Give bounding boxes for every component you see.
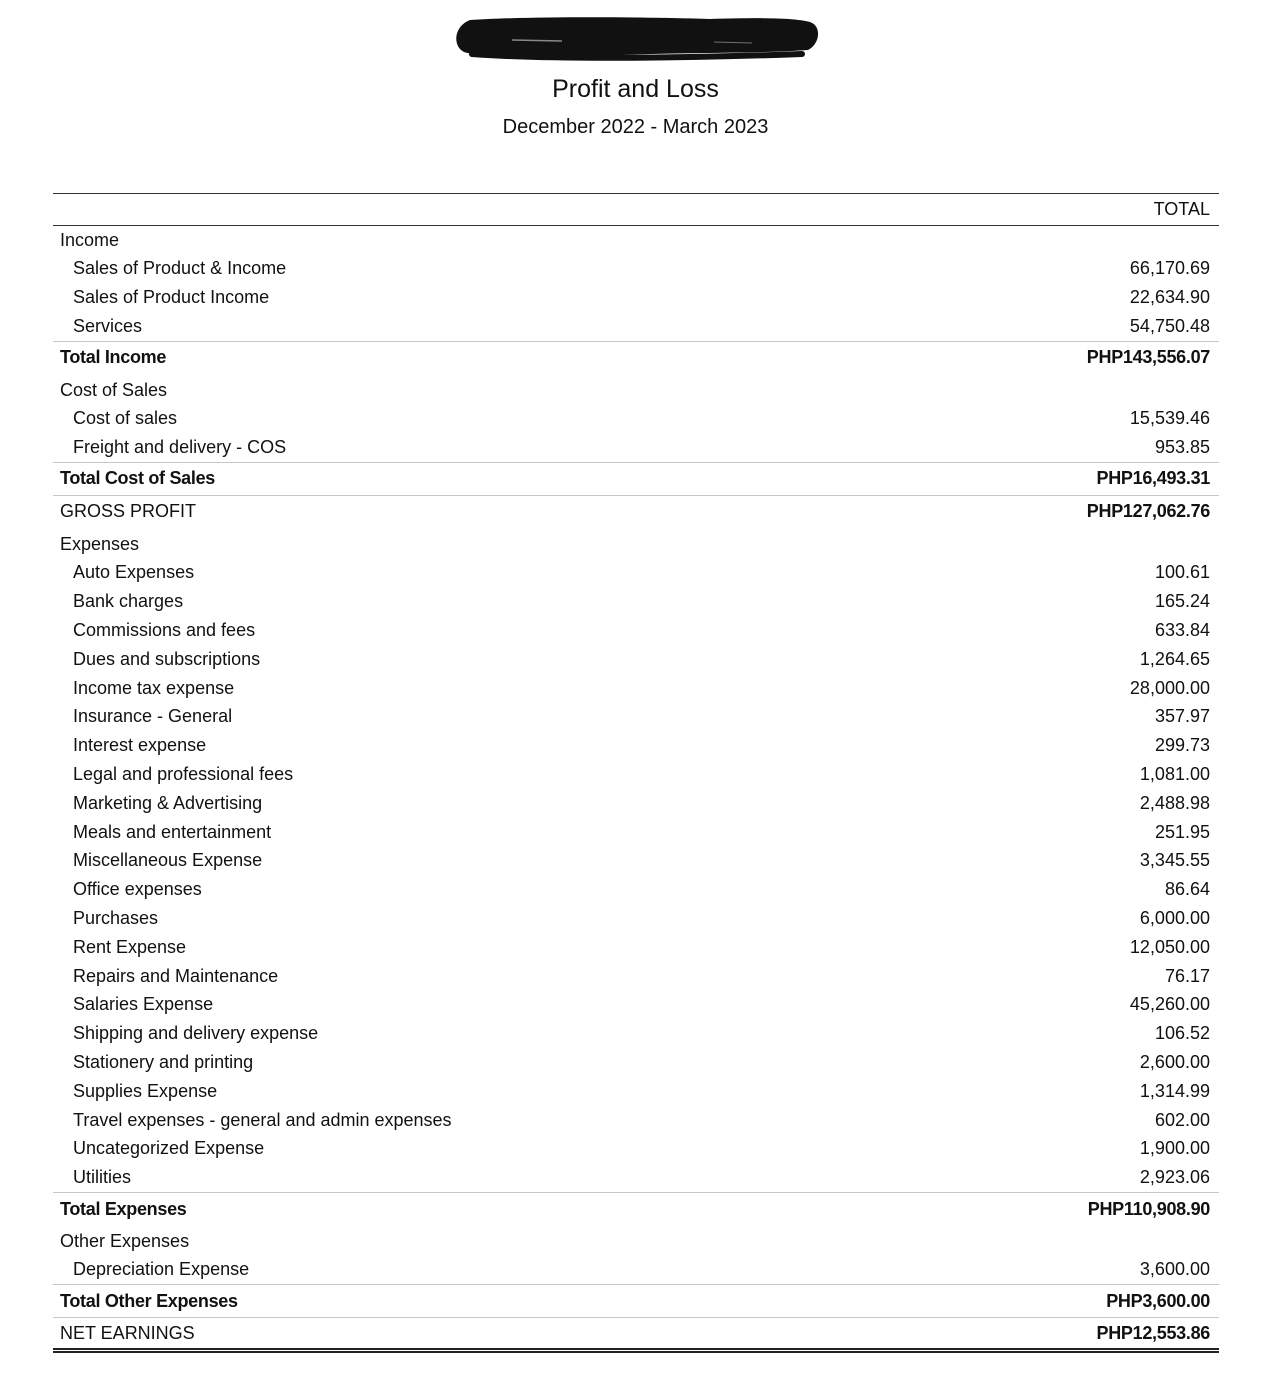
line-item-amount: 86.64 xyxy=(1164,879,1210,900)
report-title: Profit and Loss xyxy=(552,75,719,103)
line-item-label: Uncategorized Expense xyxy=(73,1138,265,1159)
line-item xyxy=(53,1256,1219,1285)
line-item-amount: 1,900.00 xyxy=(1139,1138,1210,1159)
line-item-amount: 22,634.90 xyxy=(1129,287,1210,308)
line-item-label: Interest expense xyxy=(73,735,207,756)
line-item xyxy=(53,404,1219,433)
line-item xyxy=(53,255,1219,284)
line-item-amount: 76.17 xyxy=(1164,965,1210,986)
line-item xyxy=(53,731,1219,760)
line-item-label: Stationery and printing xyxy=(73,1051,254,1072)
line-item xyxy=(53,789,1219,818)
redacted-company-name xyxy=(452,14,822,62)
line-item-amount: 2,600.00 xyxy=(1139,1051,1210,1072)
line-item-label: Insurance - General xyxy=(73,706,233,727)
line-item-amount: 54,750.48 xyxy=(1129,315,1210,336)
line-item-label: Repairs and Maintenance xyxy=(73,965,279,986)
line-item-amount: 100.61 xyxy=(1154,562,1210,583)
total-other-expenses-row xyxy=(53,1284,1219,1317)
line-item-label: Income tax expense xyxy=(73,677,235,698)
line-item-label: Marketing & Advertising xyxy=(73,792,263,813)
total-cost-of-sales-row xyxy=(53,462,1219,495)
line-item-amount: 3,345.55 xyxy=(1139,850,1210,871)
line-item xyxy=(53,616,1219,645)
line-item-amount: 2,488.98 xyxy=(1139,792,1210,813)
line-item xyxy=(53,645,1219,674)
section-expenses xyxy=(53,530,1219,559)
line-item-amount: 12,050.00 xyxy=(1129,936,1210,957)
line-item-amount: 633.84 xyxy=(1154,619,1210,640)
section-other-expenses xyxy=(53,1227,1219,1256)
total-label: Total Cost of Sales xyxy=(60,468,215,489)
line-item-label: Miscellaneous Expense xyxy=(73,850,263,871)
line-item-label: Freight and delivery - COS xyxy=(73,437,287,458)
line-item-label: Depreciation Expense xyxy=(73,1259,250,1280)
net-earnings-label: NET EARNINGS xyxy=(60,1322,195,1343)
profit-and-loss-table xyxy=(53,193,1219,1353)
line-item xyxy=(53,558,1219,587)
line-item-label: Services xyxy=(73,315,143,336)
section-label: Other Expenses xyxy=(60,1230,190,1251)
line-item xyxy=(53,433,1219,462)
line-item-label: Sales of Product Income xyxy=(73,287,270,308)
line-item-label: Dues and subscriptions xyxy=(73,648,261,669)
total-expenses-row xyxy=(53,1192,1219,1225)
line-item-label: Salaries Expense xyxy=(73,994,214,1015)
report-period: December 2022 - March 2023 xyxy=(502,116,769,138)
line-item xyxy=(53,1163,1219,1192)
line-item-amount: 165.24 xyxy=(1154,591,1210,612)
line-item-amount: 6,000.00 xyxy=(1139,907,1210,928)
section-cost-of-sales xyxy=(53,376,1219,405)
line-item-amount: 66,170.69 xyxy=(1129,258,1210,279)
line-item-amount: 251.95 xyxy=(1154,821,1210,842)
line-item-amount: 1,264.65 xyxy=(1139,648,1210,669)
line-item-label: Bank charges xyxy=(73,591,184,612)
line-item-amount: 1,081.00 xyxy=(1139,763,1210,784)
line-item xyxy=(53,818,1219,847)
section-label: Income xyxy=(60,229,120,250)
line-item xyxy=(53,283,1219,312)
line-item xyxy=(53,904,1219,933)
section-income xyxy=(53,226,1219,255)
line-item-amount: 357.97 xyxy=(1154,706,1210,727)
line-item-amount: 28,000.00 xyxy=(1129,677,1210,698)
line-item-label: Commissions and fees xyxy=(73,619,256,640)
gross-profit-label: GROSS PROFIT xyxy=(60,501,197,522)
total-label: Total Other Expenses xyxy=(60,1290,238,1311)
line-item-amount: 299.73 xyxy=(1154,735,1210,756)
line-item-label: Shipping and delivery expense xyxy=(73,1023,319,1044)
line-item xyxy=(53,587,1219,616)
line-item xyxy=(53,962,1219,991)
line-item-label: Rent Expense xyxy=(73,936,187,957)
line-item xyxy=(53,1019,1219,1048)
line-item-amount: 2,923.06 xyxy=(1139,1167,1210,1188)
total-amount: PHP110,908.90 xyxy=(1087,1198,1210,1219)
line-item-label: Travel expenses - general and admin expenses xyxy=(73,1109,452,1130)
gross-profit-amount: PHP127,062.76 xyxy=(1086,501,1210,522)
line-item-amount: 1,314.99 xyxy=(1139,1080,1210,1101)
line-item-amount: 15,539.46 xyxy=(1129,408,1210,429)
line-item-amount: 953.85 xyxy=(1154,437,1210,458)
line-item xyxy=(53,990,1219,1019)
section-label: Expenses xyxy=(60,533,140,554)
line-item xyxy=(53,846,1219,875)
line-item xyxy=(53,1106,1219,1135)
line-item-amount: 602.00 xyxy=(1154,1109,1210,1130)
line-item-label: Meals and entertainment xyxy=(73,821,272,842)
line-item xyxy=(53,312,1219,341)
line-item xyxy=(53,702,1219,731)
line-item-label: Cost of sales xyxy=(73,408,178,429)
line-item-amount: 3,600.00 xyxy=(1139,1259,1210,1280)
line-item xyxy=(53,1134,1219,1163)
expense-items xyxy=(53,558,1219,1192)
line-item xyxy=(53,933,1219,962)
net-earnings-amount: PHP12,553.86 xyxy=(1096,1322,1210,1343)
line-item xyxy=(53,1048,1219,1077)
line-item xyxy=(53,760,1219,789)
line-item xyxy=(53,875,1219,904)
column-header-total: TOTAL xyxy=(53,194,1219,226)
total-label: Total Income xyxy=(60,347,167,368)
total-label: Total Expenses xyxy=(60,1198,187,1219)
line-item-label: Auto Expenses xyxy=(73,562,195,583)
gross-profit-row xyxy=(53,495,1219,528)
line-item-label: Supplies Expense xyxy=(73,1080,218,1101)
total-amount: PHP16,493.31 xyxy=(1096,468,1210,489)
line-item-label: Office expenses xyxy=(73,879,202,900)
line-item xyxy=(53,674,1219,703)
net-earnings-row xyxy=(53,1317,1219,1353)
total-amount: PHP3,600.00 xyxy=(1106,1290,1210,1311)
line-item-label: Legal and professional fees xyxy=(73,763,294,784)
total-income-row xyxy=(53,341,1219,374)
line-item-label: Utilities xyxy=(73,1167,132,1188)
total-amount: PHP143,556.07 xyxy=(1086,347,1210,368)
line-item-label: Purchases xyxy=(73,907,159,928)
line-item-amount: 45,260.00 xyxy=(1129,994,1210,1015)
section-label: Cost of Sales xyxy=(60,379,168,400)
line-item-amount: 106.52 xyxy=(1154,1023,1210,1044)
line-item xyxy=(53,1077,1219,1106)
line-item-label: Sales of Product & Income xyxy=(73,258,287,279)
